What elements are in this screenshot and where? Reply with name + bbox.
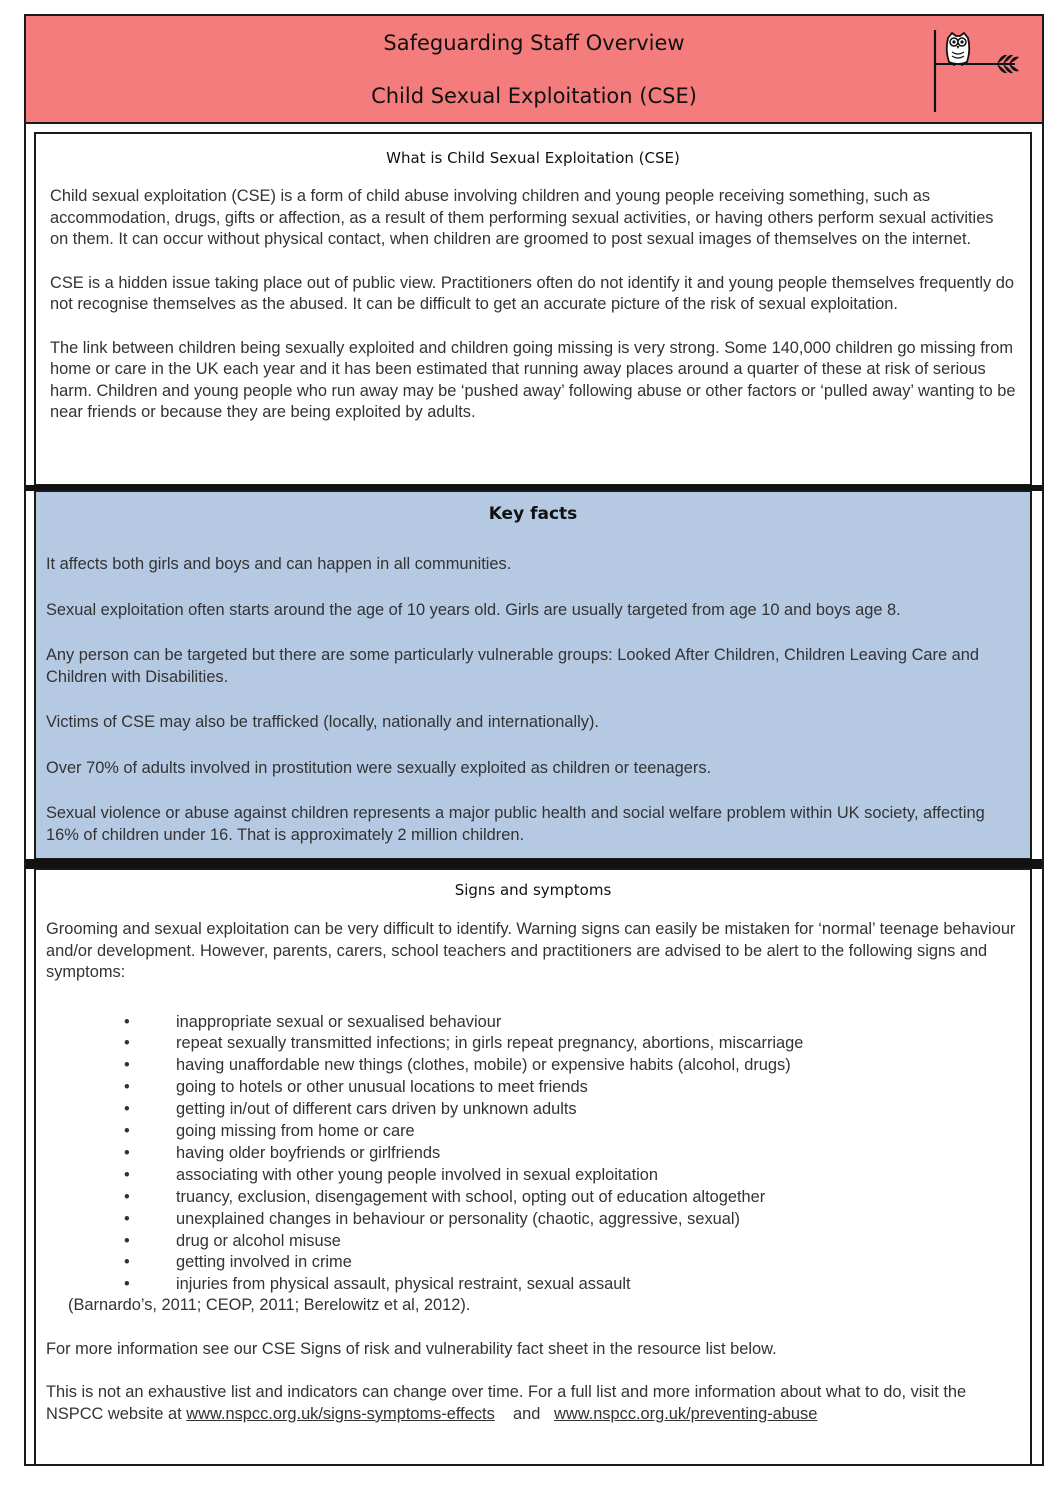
signs-intro: Grooming and sexual exploitation can be very difficult to identify. Warning signs can easily be mistaken for ‘normal’ teenage behaviour and/or development. However, parents, carers, school teachers and practitioners are advised to be alert to the following signs and symptoms:: [46, 920, 1016, 981]
what-is-cse-section: [34, 132, 1032, 486]
closing-text: This is not an exhaustive list and indicators can change over time. For a full list and more information about what to do, visit the NSPCC website at www.nspcc.org.uk/signs-symptoms-effects and www.nspcc.org.uk/preventing-abuse: [46, 1383, 967, 1423]
fact-item: Victims of CSE may also be trafficked (locally, nationally and internationally).: [46, 713, 599, 731]
list-item: • going to hotels or other unusual locations to meet friends: [124, 1078, 588, 1097]
paragraph: Child sexual exploitation (CSE) is a form of child abuse involving children and young people receiving something, such as accommodation, drugs, gifts or affection, as a result of them performing sexual activities, or having others perform sexual activities on them. It can occur without physical contact, when children are groomed to post sexual images of themselves on the internet.: [50, 187, 994, 248]
key-facts-section: [34, 490, 1032, 860]
list-item: • truancy, exclusion, disengagement with school, opting out of education altogether: [124, 1187, 766, 1206]
citation: (Barnardo’s, 2011; CEOP, 2011; Berelowitz et al, 2012).: [68, 1296, 471, 1315]
list-item: • associating with other young people involved in sexual exploitation: [124, 1165, 659, 1184]
list-item: • inappropriate sexual or sexualised behaviour: [124, 1012, 502, 1031]
list-item: • getting involved in crime: [124, 1253, 352, 1272]
section-heading: What is Child Sexual Exploitation (CSE): [386, 149, 680, 167]
fact-item: Sexual violence or abuse against children represents a major public health and social welfare problem within UK society, affecting 16% of children under 16. That is approximately 2 million children.: [46, 804, 985, 844]
fact-item: Any person can be targeted but there are some particularly vulnerable groups: Looked After Children, Children Leaving Care and Children with Disabilities.: [46, 646, 980, 686]
list-item: • unexplained changes in behaviour or personality (chaotic, aggressive, sexual): [124, 1209, 740, 1228]
paragraph: CSE is a hidden issue taking place out of public view. Practitioners often do not identify it and young people themselves frequently do not recognise themselves as the abused. It can be difficult to get an accurate picture of the risk of sexual exploitation.: [50, 273, 1014, 313]
fact-item: It affects both girls and boys and can happen in all communities.: [46, 555, 512, 573]
list-item: • repeat sexually transmitted infections; in girls repeat pregnancy, abortions, miscarriage: [124, 1034, 804, 1053]
list-item: • injuries from physical assault, physical restraint, sexual assault: [124, 1275, 631, 1294]
list-item: • having older boyfriends or girlfriends: [124, 1143, 441, 1162]
list-item: • drug or alcohol misuse: [124, 1231, 341, 1250]
list-item: • having unaffordable new things (clothes, mobile) or expensive habits (alcohol, drugs): [124, 1056, 791, 1075]
signs-list: [46, 1012, 1020, 1297]
section-heading: Key facts: [488, 504, 578, 524]
list-item: • going missing from home or care: [124, 1122, 415, 1141]
more-info-text: For more information see our CSE Signs of risk and vulnerability fact sheet in the resource list below.: [46, 1339, 777, 1358]
signs-and-symptoms-section: [34, 868, 1032, 1464]
page-frame: [24, 14, 1044, 1466]
page-subtitle: Child Sexual Exploitation (CSE): [371, 84, 697, 108]
owl-on-branch-icon: [931, 28, 1023, 114]
section-heading: Signs and symptoms: [454, 881, 612, 899]
fact-item: Over 70% of adults involved in prostitution were sexually exploited as children or teenagers.: [46, 758, 712, 777]
nspcc-preventing-abuse-link[interactable]: www.nspcc.org.uk/preventing-abuse: [554, 1404, 818, 1423]
page-title: Safeguarding Staff Overview: [383, 31, 685, 55]
list-item: • getting in/out of different cars driven by unknown adults: [124, 1100, 577, 1119]
header-banner: [26, 16, 1042, 124]
nspcc-signs-link[interactable]: www.nspcc.org.uk/signs-symptoms-effects: [186, 1404, 495, 1423]
paragraph: The link between children being sexually exploited and children going missing is very strong. Some 140,000 children go missing from home or care in the UK each year and it has been estimated that running away places around a quarter of these at risk of serious harm. Children and young people who run away may be ‘pushed away’ following abuse or other factors or ‘pulled away’ wanting to be near friends or because they are being exploited by adults.: [50, 338, 1016, 421]
fact-item: Sexual exploitation often starts around the age of 10 years old. Girls are usually targeted from age 10 and boys age 8.: [46, 600, 901, 619]
